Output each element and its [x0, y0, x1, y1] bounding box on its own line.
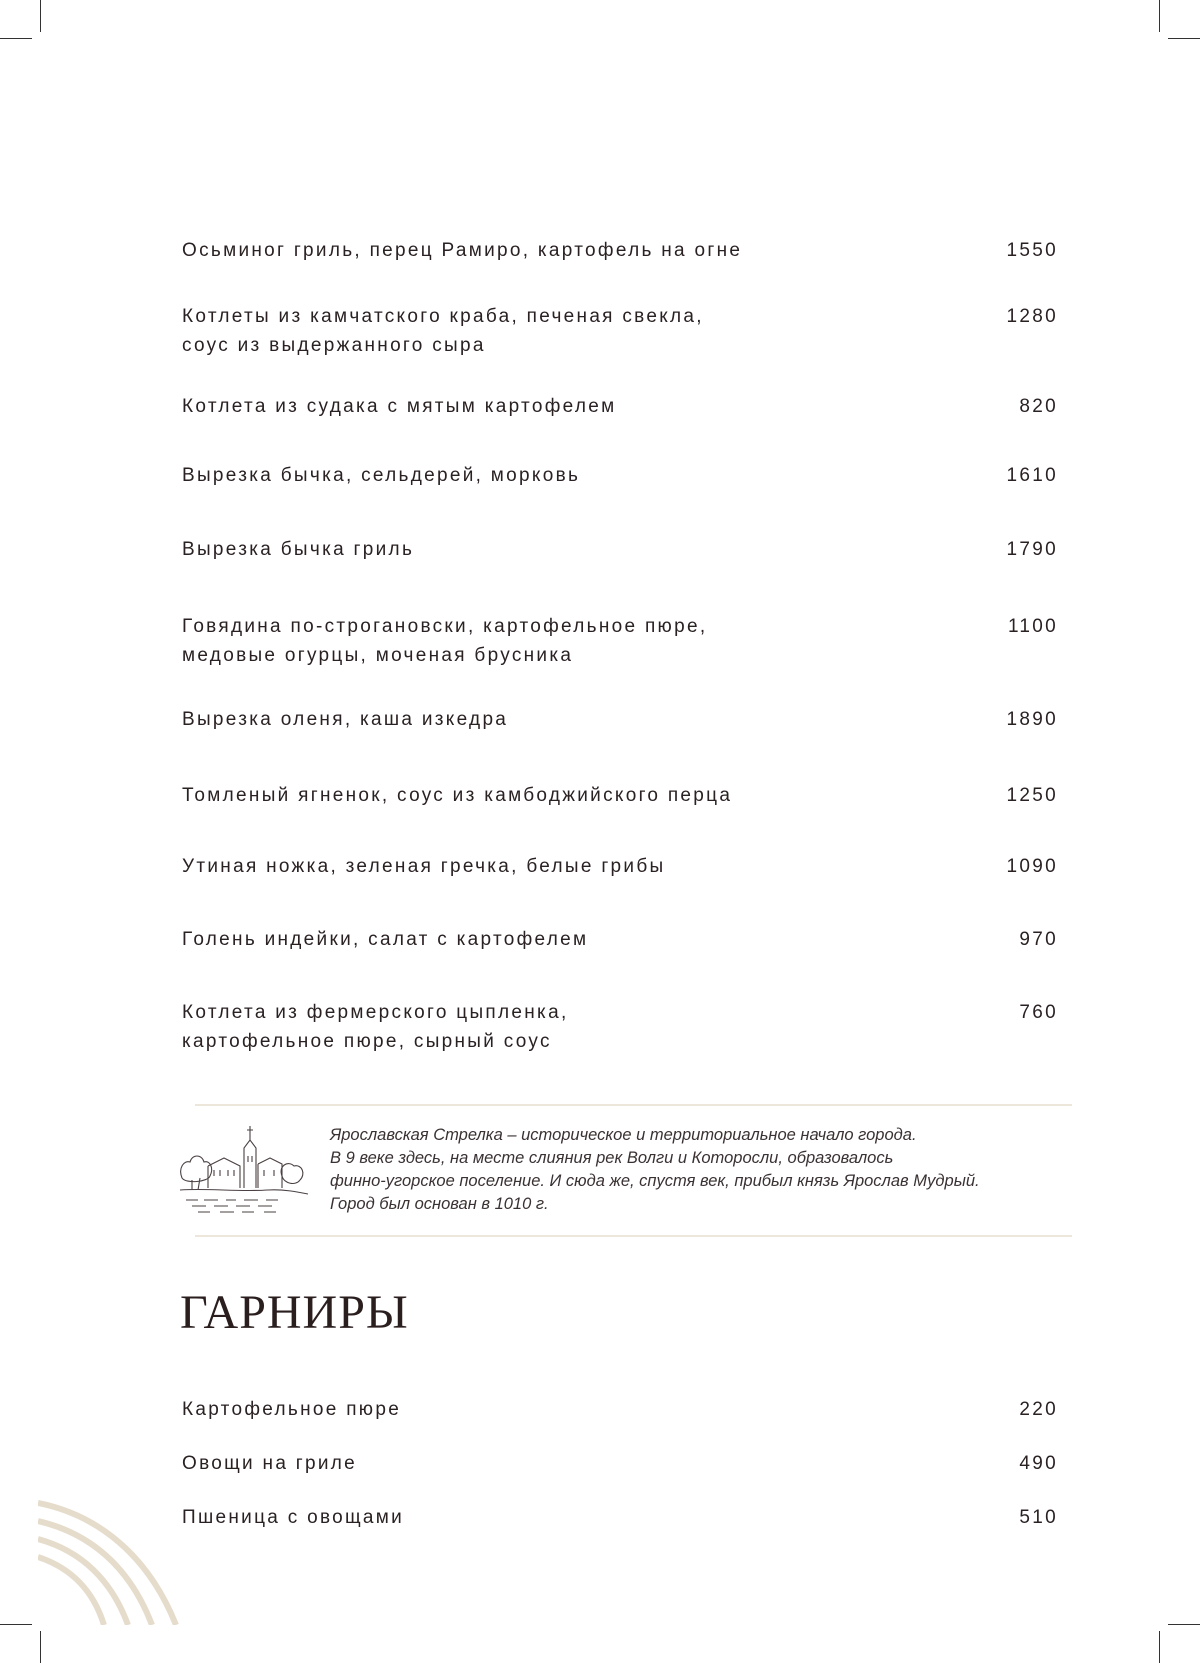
town-sketch-icon: [178, 1118, 310, 1218]
menu-item-name: Котлета из судака с мятым картофелем: [182, 396, 617, 417]
crop-mark: [0, 1624, 32, 1625]
section-heading-garnishes: ГАРНИРЫ: [180, 1286, 409, 1339]
history-note-text: Ярославская Стрелка – историческое и территориальное начало города. В 9 веке здесь, на месте слияния рек Волги и Которосли, образовалось финно-угорское поселение. И сюда же, спустя век, прибыл князь Ярослав Мудрый. Город был основан в 1010 г.: [330, 1126, 980, 1213]
menu-item-name: Котлета из фермерского цыпленка, картофельное пюре, сырный соус: [182, 1002, 569, 1052]
menu-item: [182, 302, 1058, 360]
menu-item-name: Картофельное пюре: [182, 1399, 402, 1420]
menu-item-name: Вырезка бычка гриль: [182, 539, 415, 560]
divider-bottom: [195, 1235, 1072, 1237]
menu-item-price: 1890: [1006, 709, 1058, 730]
menu-item-name: Томленый ягненок, соус из камбоджийского перца: [182, 785, 733, 806]
menu-item: [182, 998, 1058, 1056]
menu-item-price: 220: [1019, 1399, 1058, 1420]
crop-mark: [1168, 38, 1200, 39]
crop-mark: [1159, 0, 1160, 32]
menu-item: [182, 1449, 1058, 1478]
menu-item: [182, 1503, 1058, 1532]
menu-item-price: 970: [1019, 929, 1058, 950]
menu-item-price: 1790: [1006, 539, 1058, 560]
menu-item-price: 1090: [1006, 856, 1058, 877]
menu-item-name: Вырезка бычка, сельдерей, морковь: [182, 465, 581, 486]
divider-top: [195, 1104, 1072, 1106]
menu-item-price: 1280: [1006, 306, 1058, 327]
menu-item-price: 820: [1019, 396, 1058, 417]
menu-item: [182, 612, 1058, 670]
menu-item: [182, 461, 1058, 490]
menu-item-price: 1250: [1006, 785, 1058, 806]
menu-item: [182, 781, 1058, 810]
menu-item: [182, 925, 1058, 954]
menu-item: [182, 1395, 1058, 1424]
crop-mark: [40, 0, 41, 32]
menu-item-name: Говядина по-строгановски, картофельное пюре, медовые огурцы, моченая брусника: [182, 616, 708, 666]
crop-mark: [0, 38, 32, 39]
menu-item: [182, 705, 1058, 734]
crop-mark: [40, 1631, 41, 1663]
menu-item: [182, 392, 1058, 421]
menu-item-price: 760: [1019, 1002, 1058, 1023]
crop-mark: [1159, 1631, 1160, 1663]
menu-item-price: 1100: [1007, 616, 1058, 637]
menu-item-name: Пшеница с овощами: [182, 1507, 405, 1528]
menu-item-name: Утиная ножка, зеленая гречка, белые грибы: [182, 856, 666, 877]
menu-item-name: Голень индейки, салат с картофелем: [182, 929, 589, 950]
menu-item-price: 490: [1019, 1453, 1058, 1474]
menu-item: [182, 535, 1058, 564]
menu-item-price: 1550: [1006, 240, 1058, 261]
menu-item-name: Вырезка оленя, каша изкедра: [182, 709, 509, 730]
menu-item: [182, 236, 1058, 265]
menu-item: [182, 852, 1058, 881]
crop-mark: [1168, 1624, 1200, 1625]
menu-item-name: Котлеты из камчатского краба, печеная свекла, соус из выдержанного сыра: [182, 306, 704, 356]
menu-item-price: 510: [1019, 1507, 1058, 1528]
decorative-arcs-icon: [38, 1495, 188, 1625]
menu-item-price: 1610: [1006, 465, 1058, 486]
menu-item-name: Осьминог гриль, перец Рамиро, картофель на огне: [182, 240, 743, 261]
menu-item-name: Овощи на гриле: [182, 1453, 358, 1474]
